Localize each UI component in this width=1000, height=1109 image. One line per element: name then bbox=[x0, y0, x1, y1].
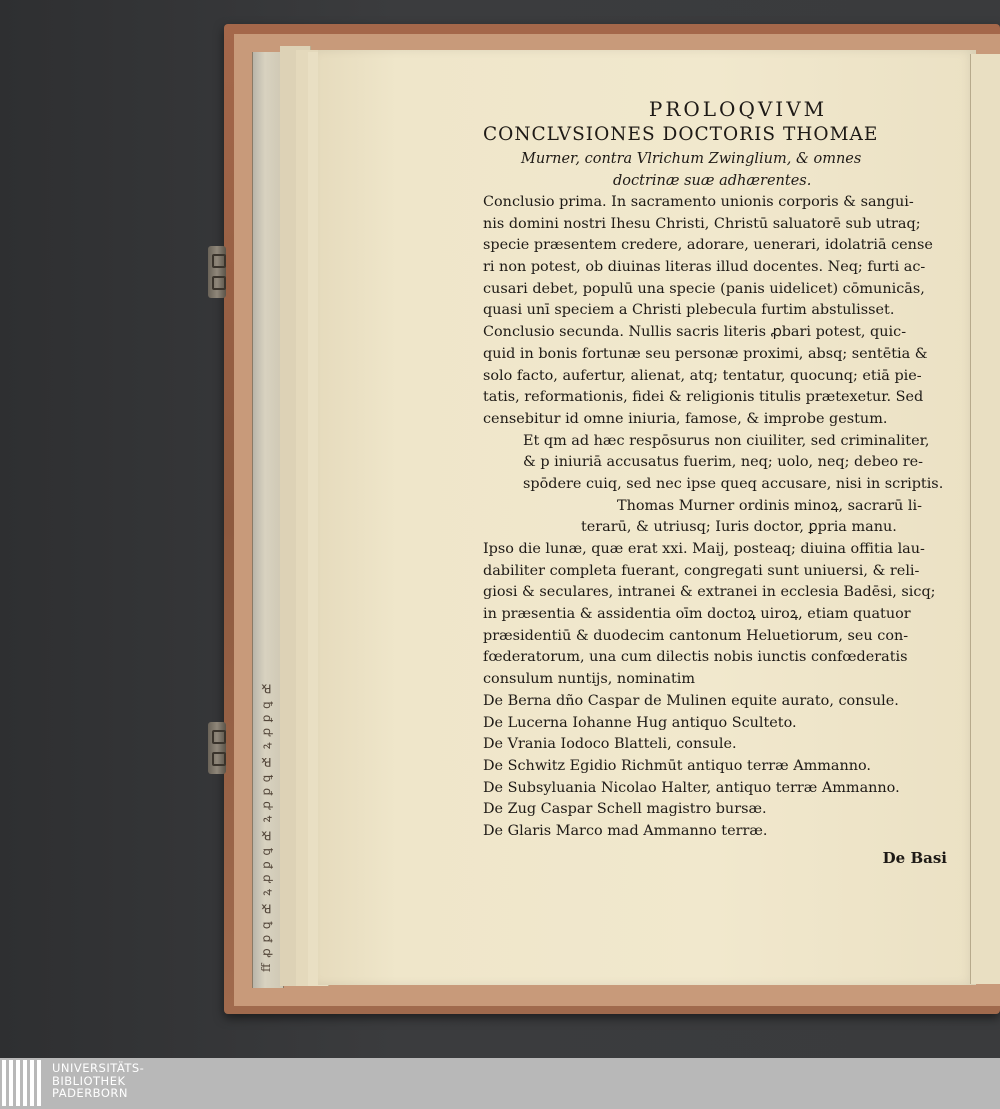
conclusio-prima-line: specie præsentem credere, adorare, uenerari, idolatriā cense bbox=[483, 237, 933, 254]
delegate-line: De Subsyluania Nicolao Halter, antiquo terræ Ammanno. bbox=[483, 779, 900, 796]
delegate-line: De Vrania Iodoco Blatteli, consule. bbox=[483, 736, 737, 753]
conclusio-prima-line: Conclusio prima. In sacramento unionis corporis & sangui- bbox=[483, 194, 914, 210]
conclusio-secunda-line: solo facto, aufertur, alienat, atq; tentatur, quocunq; etiā pie- bbox=[483, 367, 922, 384]
library-name-line: PADERBORN bbox=[52, 1086, 129, 1100]
paragraph-line: dabiliter completa fuerant, congregati sunt uniuersi, & reli- bbox=[483, 562, 920, 579]
delegate-line: De Lucerna Iohanne Hug antiquo Sculteto. bbox=[483, 714, 797, 731]
library-name-line: BIBLIOTHEK bbox=[52, 1073, 126, 1088]
conclusio-secunda-line: Conclusio secunda. Nullis sacris literis ꝓbari potest, quic- bbox=[483, 324, 907, 341]
library-footer bbox=[0, 1058, 1000, 1109]
response-line: Et qm ad hæc respōsurus non ciuiliter, sed criminaliter, bbox=[523, 432, 930, 449]
paragraph-line: in præsentia & assidentia oīm doctoꝝ uiroꝝ, etiam quatuor bbox=[483, 606, 911, 623]
paragraph-line: præsidentiū & duodecim cantonum Heluetiorum, seu con- bbox=[483, 627, 909, 644]
subtitle-line: doctrinæ suæ adhærentes. bbox=[613, 173, 812, 189]
page-title: CONCLVSIONES DOCTORIS THOMAE bbox=[483, 124, 879, 145]
paragraph-line: giosi & seculares, intranei & extranei in ecclesia Badēsi, sicq; bbox=[483, 584, 936, 601]
paragraph-line: consulum nuntijs, nominatim bbox=[483, 671, 695, 688]
subtitle-line: Murner, contra Vlrichum Zwinglium, & omnes bbox=[521, 151, 862, 167]
delegate-line: De Schwitz Egidio Richmūt antiquo terræ Ammanno. bbox=[483, 757, 871, 774]
library-name bbox=[52, 1062, 144, 1100]
delegate-line: De Glaris Marco mad Ammanno terræ. bbox=[483, 822, 768, 839]
page-edge-right bbox=[970, 54, 1000, 984]
conclusio-prima-line: cusari debet, populū una specie (panis uidelicet) cōmunicās, bbox=[483, 280, 925, 297]
paragraph-line: fœderatorum, una cum dilectis nobis iunctis confœderatis bbox=[483, 649, 908, 666]
clasp-icon bbox=[208, 246, 226, 298]
catchword: De Basi bbox=[882, 848, 947, 867]
paragraph-line: Ipso die lunæ, quæ erat xxi. Maij, posteaq; diuina offitia lau- bbox=[483, 541, 925, 557]
response-line: spōdere cuiq, sed nec ipse queq accusare, nisi in scriptis. bbox=[523, 475, 944, 492]
page-header: PROLOQVIVM bbox=[648, 97, 828, 121]
conclusio-prima-line: ri non potest, ob diuinas literas illud docentes. Neq; furti ac- bbox=[483, 259, 926, 276]
page-text bbox=[483, 96, 953, 867]
library-logo-icon bbox=[2, 1060, 46, 1106]
conclusio-prima-line: quasi unī speciem a Christi plebecula furtim abstulisset. bbox=[483, 302, 895, 319]
signature-line: Thomas Murner ordinis minoꝝ, sacrarū li- bbox=[617, 497, 922, 514]
clasp-icon bbox=[208, 722, 226, 774]
conclusio-secunda-line: tatis, reformationis, fidei & religionis titulis prætexetur. Sed bbox=[483, 389, 924, 406]
conclusio-secunda-line: quid in bonis fortunæ seu personæ proximi, absq; sentētia & bbox=[483, 345, 928, 362]
delegate-line: De Berna dño Caspar de Mulinen equite aurato, consule. bbox=[483, 692, 899, 709]
delegate-line: De Zug Caspar Schell magistro bursæ. bbox=[483, 801, 767, 818]
signature-line: terarū, & utriusq; Iuris doctor, ꝑpria manu. bbox=[581, 519, 897, 536]
conclusio-secunda-line: censebitur id omne iniuria, famose, & improbe gestum. bbox=[483, 410, 888, 427]
library-name-line: UNIVERSITÄTS- bbox=[52, 1061, 145, 1075]
conclusio-prima-line: nis domini nostri Ihesu Christi, Christū saluatorē sub utraq; bbox=[483, 215, 921, 232]
response-line: & p iniuriā accusatus fuerim, neq; uolo, neq; debeo re- bbox=[523, 454, 924, 471]
spine-manuscript: ﬀ ꝓ ꝑ ꝗ ℞ ꝝ ꝓ ꝑ ꝗ ℞ ꝝ ꝓ ꝑ ꝗ ℞ ꝝ ꝓ ꝑ ꝗ ℞ bbox=[259, 680, 273, 972]
